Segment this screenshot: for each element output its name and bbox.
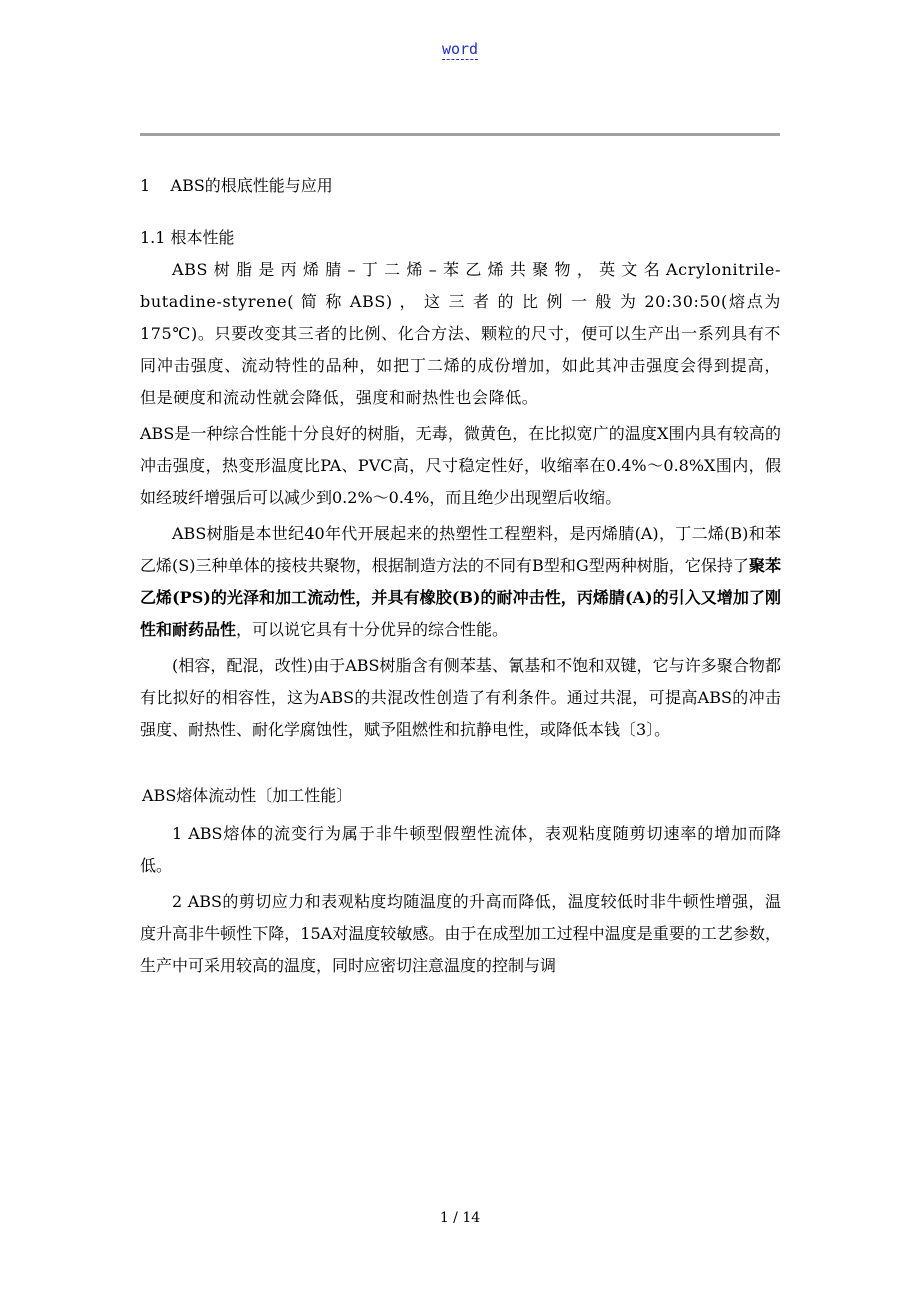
document-body [140, 170, 781, 986]
melt-flow-item-2: 2 ABS的剪切应力和表观粘度均随温度的升高而降低，温度较低时非牛顿性增强，温度升高非牛顿性下降，15A对温度较敏感。由于在成型加工过程中温度是重要的工艺参数，生产中可采用较高的温度，同时应密切注意温度的控制与调 [140, 892, 781, 975]
section-heading [140, 170, 781, 202]
paragraph-abs-intro: ABS 树 脂 是 丙 烯 腈 – 丁 二 烯 – 苯 乙 烯 共 聚 物 ， 英 文 名 Acrylonitrile-butadine-styrene( 简 称 ABS) ， 这 三 者 的 比 例 一 般 为 20:30:50(熔点为175℃)。只要改变其三者的比例、化合方法、颗粒的尺寸，便可以生产出一系列具有不同冲击强度、流动特性的品种，如把丁二烯的成份增加，如此其冲击强度会得到提高，但是硬度和流动性就会降低，强度和耐热性也会降低。 [140, 260, 781, 407]
melt-flow-heading: ABS熔体流动性〔加工性能〕 [142, 786, 353, 805]
paragraph-abs-compatibility: (相容，配混，改性)由于ABS树脂含有侧苯基、氰基和不饱和双键，它与许多聚合物都有比拟好的相容性，这为ABS的共混改性创造了有利条件。通过共混，可提高ABS的冲击强度、耐热性、耐化学腐蚀性，赋予阻燃性和抗静电性，或降低本钱〔3〕。 [140, 656, 781, 739]
history-text-end: ，可以说它具有十分优异的综合性能。 [236, 620, 509, 639]
paragraph-abs-history [140, 518, 781, 646]
header-link-text[interactable]: word [441, 40, 479, 58]
header-word-link[interactable] [0, 40, 920, 58]
header-divider [140, 133, 780, 136]
page-indicator: 1 / 14 [439, 1210, 481, 1226]
melt-flow-item-1: 1 ABS熔体的流变行为属于非牛顿型假塑性流体，表观粘度随剪切速率的增加而降低。 [140, 824, 781, 875]
section-title: ABS的根底性能与应用 [170, 176, 333, 195]
history-text-start: ABS树脂是本世纪40年代开展起来的热塑性工程塑料，是丙烯腈(A)，丁二烯(B)和苯乙烯(S)三种单体的接枝共聚物，根据制造方法的不同有B型和G型两种树脂，它保持了 [140, 524, 781, 575]
section-number: 1 [140, 176, 151, 195]
history-bold-text: 聚苯乙烯(PS)的光泽和加工流动性，并具有橡胶(B)的耐冲击性，丙烯腈(A)的引入又增加了刚性和耐药品性 [140, 556, 781, 639]
paragraph-abs-properties: ABS是一种综合性能十分良好的树脂，无毒，微黄色，在比拟宽广的温度X围内具有较高的冲击强度，热变形温度比PA、PVC高，尺寸稳定性好，收缩率在0.4%～0.8%X围内，假如经玻纤增强后可以减少到0.2%～0.4%，而且绝少出现塑后收缩。 [140, 424, 781, 507]
subsection-heading: 1.1 根本性能 [140, 228, 235, 247]
section-gap [140, 750, 781, 780]
